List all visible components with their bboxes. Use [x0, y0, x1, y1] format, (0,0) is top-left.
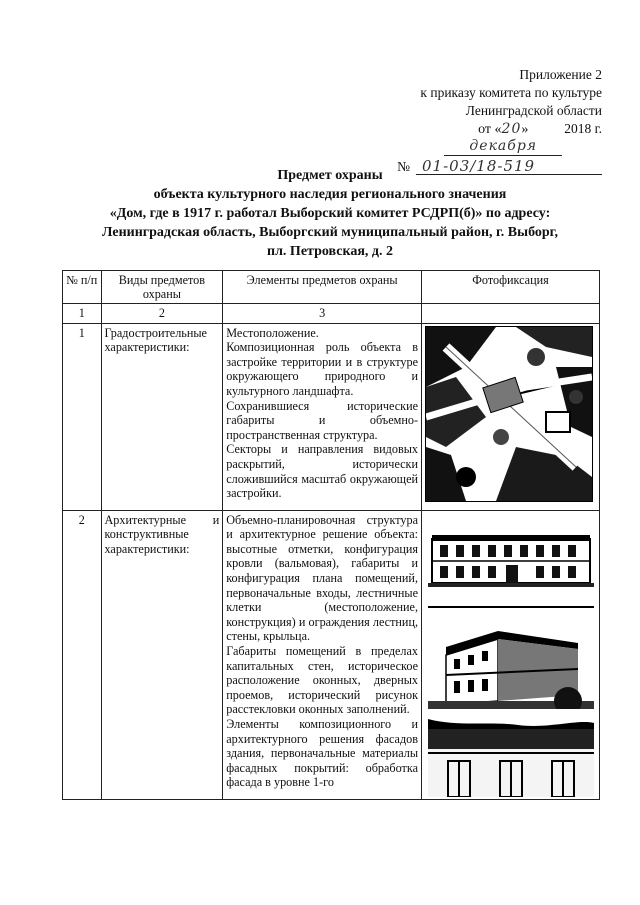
date-field: от «20» декабря: [444, 121, 562, 156]
aerial-photo: [425, 326, 593, 502]
row-2-element-1: Объемно-планировочная структура и архитектурное решение объекта: высотные отметки, конфигурация кровли (вальмовая), габариты и конфигурация плана помещений, первоначальные входы, лестничные клетки (местоположение, конструкция) и ограждения лестниц, стены, крыльца.: [226, 512, 419, 644]
col-number-4-empty: [422, 304, 600, 324]
col-number-1: 1: [63, 304, 102, 324]
protection-subject-table: [62, 270, 600, 800]
row-1-element-4: Секторы и направления видовых раскрытий, исторически сложившийся масштаб окружающей застройки.: [226, 442, 419, 501]
table-numbering-row: [63, 304, 600, 324]
title-line-5: пл. Петровская, д. 2: [267, 244, 393, 259]
appendix-line-2: к приказу комитета по культуре: [420, 85, 602, 100]
col-number-2: 2: [101, 304, 223, 324]
header-elements: Элементы предметов охраны: [223, 271, 422, 304]
title-line-1: Предмет охраны: [277, 168, 383, 183]
separator-line: [428, 603, 594, 611]
header-photo: Фотофиксация: [422, 271, 600, 304]
building-photos: [425, 525, 596, 797]
building-facade-photo-1: [428, 525, 594, 595]
appendix-header: [342, 66, 602, 176]
row-1-element-1: Местоположение.: [226, 325, 319, 340]
appendix-line-3: Ленинградской области: [465, 103, 602, 118]
row-1-kind: Градостроительные характеристики:: [101, 323, 223, 510]
document-title: [70, 166, 590, 261]
building-perspective-photo-2: [428, 625, 594, 709]
title-line-2: объекта культурного наследия регионального значения: [153, 187, 507, 202]
table-header-row: [63, 271, 600, 304]
header-number: № п/п: [63, 271, 102, 304]
header-kind: Виды предметов охраны: [101, 271, 223, 304]
row-2-photo-cell: [422, 510, 600, 799]
appendix-line-1: Приложение 2: [519, 67, 602, 82]
row-1-element-3: Сохранившиеся исторические габариты и объемно-пространственная структура.: [226, 398, 419, 442]
table-row: [63, 510, 600, 799]
date-year: 2018 г.: [564, 121, 602, 136]
title-line-3: «Дом, где в 1917 г. работал Выборский комитет РСДРП(б)» по адресу:: [109, 206, 551, 221]
row-1-photo-cell: [422, 323, 600, 510]
row-1-elements: [223, 323, 422, 510]
row-2-element-3: Элементы композиционного и архитектурного решения фасадов здания, первоначальные материалы фасадных покрытий: обработка фасада в уровне 1-го: [226, 716, 419, 790]
handwritten-month: декабря: [469, 138, 538, 154]
row-2-kind: Архитектурные и конструктивные характеристики:: [101, 510, 223, 799]
table-row: [63, 323, 600, 510]
handwritten-day: 20: [501, 121, 522, 137]
col-number-3: 3: [223, 304, 422, 324]
order-date: [342, 120, 602, 156]
title-line-4: Ленинградская область, Выборгский муниципальный район, г. Выборг,: [102, 225, 558, 240]
row-1-number: 1: [63, 323, 102, 510]
handwritten-number: 01-03/18-519: [416, 158, 602, 175]
row-2-element-2: Габариты помещений в пределах капитальных стен, историческое расположение оконных, дверных проемов, исторический рисунок расстекловки оконных заполнений.: [226, 643, 419, 717]
building-detail-photo-3: [428, 719, 594, 797]
row-2-elements: [223, 510, 422, 799]
row-1-element-2: Композиционная роль объекта в застройке территории и в структуре окружающего природного и культурного ландшафта.: [226, 340, 419, 398]
row-2-number: 2: [63, 510, 102, 799]
number-sign: №: [397, 159, 410, 174]
